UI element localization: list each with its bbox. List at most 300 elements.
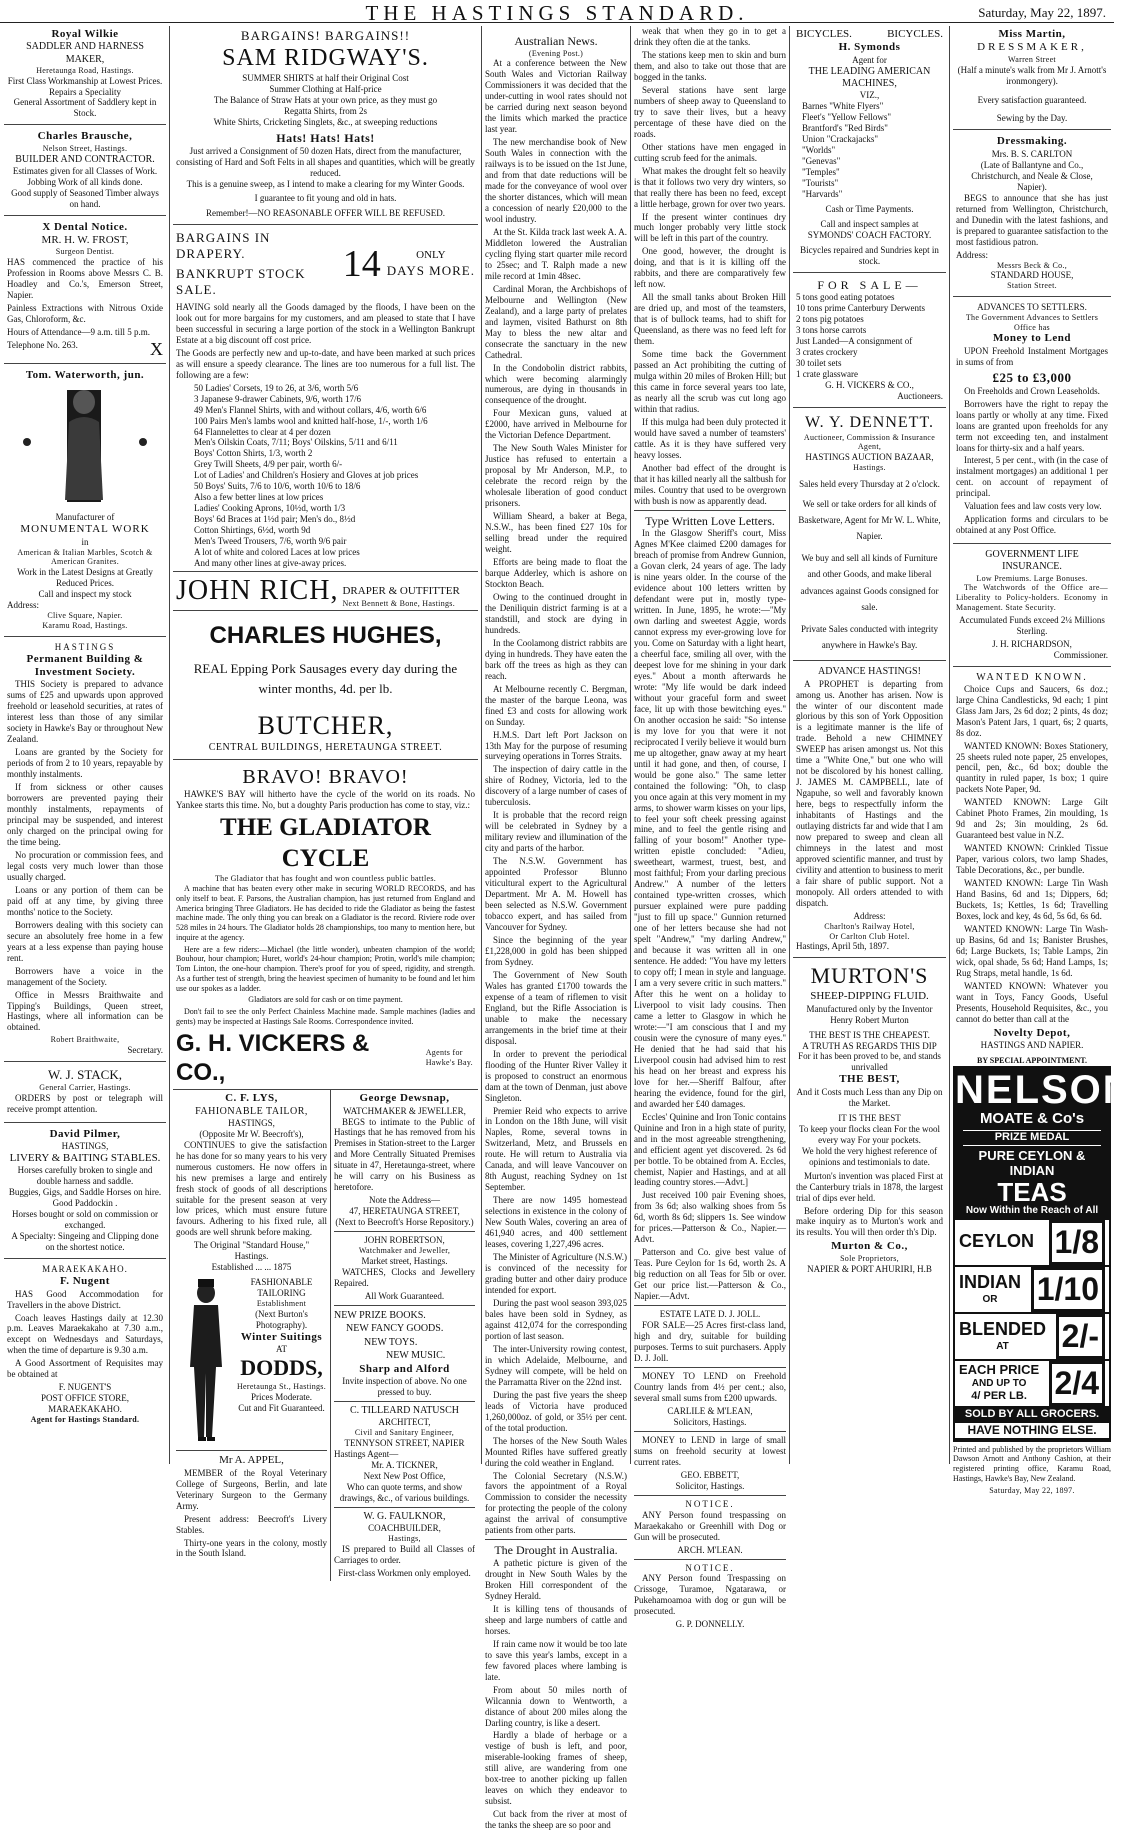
article-paragraph: The Colonial Secretary (N.S.W.) favors the appointment of a Royal Commission to consider the necessity for protecting the people of the colony against the arrival of consumptive patients from other parts.	[485, 1470, 627, 1536]
advert-line: Now Within the Reach of All	[965, 1205, 1099, 1217]
article-paragraph: During the past five years the sheep leads of Victoria have produced 1,260,000oz. of gold, or 35½ per cent. of the total production.	[485, 1389, 627, 1433]
sale-item: 3 crates crockery	[796, 347, 858, 358]
advert-text: Accumulated Funds exceed 2¼ Millions Sterling.	[959, 614, 1105, 636]
advert-heading: WANTED KNOWN.	[976, 671, 1088, 683]
advert-text: We buy and sell all kinds of Furniture and other Goods, and make liberal advances against Goods consigned for sale.	[800, 553, 939, 612]
divider	[953, 129, 1111, 130]
advert-text: THIS Society is prepared to advance sums of £25 and upwards upon approved freehold or leasehold securities, at rates of interest less than those of any similar society in Hawke's Bay or throughout New Zealand.	[7, 679, 163, 745]
days-count: 14	[342, 242, 381, 285]
signature-title: Solicitors, Hastings.	[673, 1416, 747, 1427]
advert-murton	[793, 961, 946, 1276]
advert-text: Hours of Attendance—9 a.m. till 5 p.m.	[7, 327, 150, 337]
machine-item: Brantford's "Red Birds"	[802, 123, 888, 134]
advert-text: Coach leaves Hastings daily at 12.30 p.m. Leaves Maraekakaho at 7.30 a.m., except on Wednesdays and Saturdays, when the time of departure is 9.30 a.m.	[7, 1312, 163, 1356]
advert-line: F. NUGENT'S	[58, 1382, 112, 1393]
place-name: HASTINGS	[54, 641, 116, 652]
advert-title: MURTON'S	[810, 963, 929, 989]
advert-line: Horses bought or sold on commission or exchanged.	[12, 1209, 158, 1231]
advert-title: SHEEP-DIPPING FLUID.	[810, 990, 929, 1003]
divider	[4, 124, 166, 125]
article-paragraph: H.M.S. Dart left Port Jackson on 13th May for the purpose of resuming surveying operations in Torres Straits.	[485, 729, 627, 762]
sale-items-list	[796, 292, 943, 380]
advert-line: Note the Address—	[369, 1195, 440, 1206]
advert-title: FAHIONABLE TAILOR,	[195, 1105, 308, 1117]
advert-line: White Shirts, Cricketing Singlets, &c., at sweeping reductions	[213, 117, 438, 127]
two-column-adverts	[173, 1089, 478, 1581]
article-paragraph: What makes the drought felt so heavily is that it follows two very dry winters, so that really there has been no feed, except a little herbage, grown for over two years.	[634, 165, 786, 209]
divider	[634, 1495, 786, 1496]
advert-title: CHARLES HUGHES,	[209, 622, 442, 650]
advert-title: THE LEADING AMERICAN MACHINES,	[808, 65, 931, 89]
advert-nelson-teas	[953, 1066, 1134, 1442]
sale-item: Just Landed—A consignment of	[796, 336, 913, 347]
advert-title: BUTCHER,	[257, 711, 394, 741]
advert-frost	[4, 219, 166, 360]
monument-illustration	[7, 382, 163, 512]
article-paragraph: Other stations have men engaged in cutting scrub feed for the animals.	[634, 141, 786, 163]
advert-paragraph: WANTED KNOWN: Large Gilt Cabinet Photo Frames, 2in moulding, 1s 9d and 2s; 3in moulding, 2s 6d. Guaranteed best value in N.Z.	[956, 797, 1108, 841]
advert-text: Interest, 5 per cent., with (in the case of instalment mortgages) an additional 1 per cent. on account of repayment of principal.	[956, 455, 1108, 499]
address: Heretaunga Road, Hastings.	[36, 65, 134, 75]
advert-line: AT	[276, 1344, 287, 1355]
advert-title: G. H. VICKERS & CO.,	[176, 1029, 370, 1086]
advert-title: Mrs. B. S. CARLTON	[991, 148, 1073, 159]
divider	[485, 1539, 627, 1540]
article-paragraph: The stations keep men to skin and burn them, and also to take out those that are bogged in the tanks.	[634, 49, 786, 82]
advert-line: (Half a minute's walk from Mr J. Arnott's ironmongery).	[957, 64, 1107, 86]
sale-item: 3 tons horse carrots	[796, 325, 867, 336]
divider	[953, 296, 1111, 297]
advert-line: Every satisfaction guaranteed.	[977, 94, 1087, 105]
advert-line: Civil and Sanitary Engineer,	[354, 1428, 455, 1438]
advert-line: We hold the very highest reference of opinions and testimonials to date.	[801, 1145, 938, 1167]
article-paragraph: Four Mexican guns, valued at £2000, have arrived in Melbourne for the Victorian Defence Department.	[485, 408, 627, 441]
sale-item: 50 Ladies' Corsets, 19 to 26, at 3/6, worth 5/6	[194, 382, 359, 393]
place-name: MARAEKAKAHO.	[42, 1264, 128, 1275]
advert-text: MONEY to LEND in large of small sums on freehold security at lowest current rates.	[634, 1434, 786, 1467]
advert-text: WATCHES, Clocks and Jewellery Repaired.	[334, 1266, 475, 1288]
divider	[793, 660, 946, 661]
advert-heading: ADVANCES TO SETTLERS.	[977, 302, 1087, 312]
sub-column-left	[173, 1090, 331, 1581]
address: Karamu Road, Hastings.	[42, 620, 128, 630]
article-paragraph: The New South Wales Minister for Justice has refused to entertain a proposal by Mr Anderson, M.P., to celebrate the record reign by the wholesale liberation of good conduct prisoners.	[485, 443, 627, 509]
advert-subtitle: The Gladiator that has fought and won countless public battles.	[214, 874, 437, 884]
advert-life-insurance	[953, 547, 1111, 662]
advert-line: NEW MUSIC.	[386, 1350, 446, 1362]
article-paragraph: Several stations have sent large numbers of sheep away to Queensland to try to save their lives, but a heavy percentage of these have died on the roads.	[634, 84, 786, 139]
advert-line: ARCHITECT,	[378, 1417, 431, 1428]
sale-item: 10 tons prime Canterbury Derwents	[796, 303, 925, 314]
article-paragraph: The horses of the New South Wales Mounted Rifles have suffered greatly during the cold weather in England.	[485, 1435, 627, 1468]
advert-text: Sales held every Thursday at 2 o'clock.	[799, 478, 940, 489]
advert-line: Call and inspect samples at	[820, 218, 919, 229]
advert-heading: X Dental Notice.	[42, 220, 128, 233]
advert-paragraph: WANTED KNOWN: Whatever you want in Toys, Fancy Goods, Useful Presents, Household Requisites, &c., you cannot do better than call at the	[956, 980, 1108, 1024]
advert-line: THE BEST IS THE CHEAPEST.	[809, 1029, 930, 1040]
advert-line: NEW FANCY GOODS.	[346, 1323, 444, 1335]
imprint-date: Saturday, May 22, 1897.	[989, 1485, 1075, 1495]
advert-line: IT IS THE BEST	[838, 1112, 901, 1123]
advert-text: HAS commenced the practice of his Profession in Rooms above Messrs C. B. Hoadley and Co.'s, Emerson Street, Napier.	[7, 257, 163, 301]
address: TENNYSON STREET, NAPIER	[344, 1438, 465, 1449]
sale-item: A lot of white and colored Laces at low prices	[194, 547, 360, 558]
advert-waterworth	[4, 367, 166, 633]
advert-line: American & Italian Marbles, Scotch & American Granites.	[17, 547, 153, 567]
advert-text: Private Sales conducted with integrity anywhere in Hawke's Bay.	[801, 624, 938, 651]
price-row-indian	[955, 1267, 1109, 1312]
monument-illustration-icon	[7, 382, 163, 512]
advert-text: We sell or take orders for all kinds of Basketware, Agent for Mr W. L. White, Napier.	[798, 498, 941, 542]
imprint: Printed and published by the proprietors William Dawson Arnott and Anthony Cashion, at their registered printing office, Karamu Road, Hastings, Hawke's Bay, New Zealand.	[953, 1444, 1111, 1483]
advert-paragraph: WANTED KNOWN: Boxes Stationery, 25 sheets ruled note paper, 25 envelopes, pencil, pen, &c., 6d box; double the quantity in ruled paper, 1s box; 1 quire packets Note Paper, 9d.	[956, 740, 1108, 795]
article-paragraph: Some time back the Government passed an Act prohibiting the cutting of mulga within 20 miles of Broken Hill; but this came in force several years too late, as nearly all the scrub was cut long ago within that radius.	[634, 349, 786, 414]
article-paragraph: From about 50 miles north of Wilcannia down to Wentworth, a distance of about 200 miles along the Darling country, is like a desert.	[485, 1684, 627, 1728]
advert-text: ANY Person found Trespassing on Crissoge, Turamoe, Ngatarawa, or Pukehamoamoa with dog or gun will be prosecuted.	[634, 1573, 786, 1617]
advert-line: Watchmaker and Jeweller,	[358, 1246, 451, 1256]
advert-line: Hastings,	[388, 1534, 421, 1543]
advert-line: (Next to Beecroft's Horse Repository.)	[335, 1217, 474, 1228]
advert-title: DODDS,	[240, 1355, 323, 1381]
advert-line: HASTINGS,	[228, 1117, 275, 1128]
advert-line: Summer Clothing at Half-price	[269, 84, 382, 95]
advert-line: Next New Post Office,	[363, 1470, 446, 1481]
advert-line: Prices Moderate.	[251, 1391, 312, 1402]
advert-heading: C. F. LYS,	[225, 1092, 278, 1105]
advert-line: STANDARD HOUSE,	[990, 270, 1074, 281]
advert-text: Valuation fees and law costs very low.	[964, 501, 1102, 512]
advert-heading: THE BEST,	[839, 1073, 900, 1086]
advert-subtitle: WATCHMAKER & JEWELLER,	[343, 1105, 466, 1116]
columns	[0, 26, 1134, 1831]
advert-heading: GOVERNMENT LIFE INSURANCE.	[985, 549, 1079, 573]
advert-heading: Sharp and Alford	[359, 1362, 450, 1375]
advert-text: Here are a few riders:—Michael (the little wonder), unbeaten champion of the world; Bouhour, hour champion; Huret, world's 24-hour champion; Protin, world's mile champion; Tom Linton, the one-hour champion. There's proof for you of speed, rigidity, and strength. As a further test of strength, bring the heaviest specimen of humanity to be found and let him use our spokes as a ladder.	[176, 944, 475, 993]
advert-line: Good Paddockin .	[52, 1198, 118, 1209]
article-paragraph: During the past wool season 393,025 bales have been sold in Sydney, as against 412,074 for the corresponding portion of last season.	[485, 1297, 627, 1341]
advert-line: SOLD BY ALL GROCERS.	[964, 1407, 1100, 1420]
advert-heading: Winter Suitings	[240, 1330, 323, 1343]
advert-title: W. G. FAULKNOR,	[363, 1510, 446, 1522]
article-paragraph: At the St. Kilda track last week A. A. Middleton lowered the Australian cycling flying start quarter mile record to 25sec; and T. Ralph made a new mile record at 1min 48sec.	[485, 226, 627, 281]
advert-heading: FOR SALE—	[817, 277, 922, 292]
signature-title: Auctioneers.	[897, 391, 943, 402]
advert-heading: BARGAINS! BARGAINS!!	[240, 28, 411, 43]
machine-item: "Tourists"	[802, 177, 839, 188]
sale-item: Cotton Shirtings, 6½d, worth 9d	[194, 525, 311, 536]
advert-subtitle: Surgeon Dentist.	[55, 247, 115, 257]
advert-line: POST OFFICE STORE, MARAEKAKAHO.	[41, 1393, 129, 1415]
advert-text: Borrowers have the right to repay the loans partly or wholly at any time. Fixed loans are granted upon freeholds for any term not exceeding ten, and instalment loans for thirty-six and a half years.	[956, 398, 1108, 453]
notice-heading: NOTICE.	[685, 1562, 735, 1573]
advert-line: For it has been proved to be, and stands unrivalled	[798, 1051, 941, 1073]
telephone: Telephone No. 263.	[7, 339, 78, 350]
advert-heading: ADVANCE HASTINGS!	[818, 666, 921, 678]
article-paragraph: The inspection of dairy cattle in the shire of Rodney, Victoria, led to the discovery of a large number of cases of tuberculosis.	[485, 764, 627, 808]
advert-text: The Goods are perfectly new and up-to-date, and have been marked at such prices as will ensure a speedy clearance. The lines are too numerous for a full list. The following are a few:	[176, 347, 475, 380]
article-paragraph: It is killing tens of thousands of sheep and large numbers of cattle and horses.	[485, 1603, 627, 1636]
sale-item: Ladies' Cooking Aprons, 10½d, worth 1/3	[194, 503, 346, 514]
advert-title: DRESSMAKER,	[977, 41, 1087, 54]
price: 2/-	[1056, 1314, 1105, 1359]
advert-title: Mr A. APPEL,	[219, 1454, 284, 1467]
price: 1/8	[1049, 1220, 1105, 1265]
divider	[953, 666, 1111, 667]
advert-subtitle: HASTINGS,	[61, 1141, 109, 1152]
advert-dennett	[793, 411, 946, 657]
advert-line: Just arrived a Consignment of 50 dozen Hats, direct from the manufacturer, consisting of Hard and Soft Felts in all shapes and quantities, which will be greatly reduced.	[176, 145, 475, 178]
advert-line: HAVE NOTHING ELSE.	[955, 1423, 1109, 1438]
divider	[334, 1305, 475, 1306]
advert-line: Who can quote terms, and show drawings, &c., of various buildings.	[339, 1481, 470, 1503]
advert-heading: Permanent Building & Investment Society.	[26, 652, 144, 678]
loan-amount: £25 to £3,000	[992, 369, 1072, 385]
article-body	[634, 528, 786, 1109]
article-body	[634, 26, 786, 507]
machine-item: Union "Crackajacks"	[802, 134, 879, 145]
advert-building-society	[4, 640, 166, 1059]
divider	[334, 1231, 475, 1232]
advert-title: MONUMENTAL WORK	[20, 523, 150, 536]
advert-line: Hastings.	[853, 462, 886, 472]
advert-line: Address:	[7, 600, 39, 611]
advert-heading: Money to Lend	[993, 332, 1071, 345]
article-paragraph: Hardly a blade of herbage or a vestige of bush is left, and poor, miserable-looking frames of sheep, still alive, are wandering from one box-tree to another picking up fallen leaves on which they endeavor to subsist.	[485, 1730, 627, 1807]
advert-text: A PROPHET is departing from among us. Another has arisen. Now is the winter of our discontent made glorious by this son of York Opposition is a legitimate manner is the life of trade. Behold a new CHIMNEY SWEEP has arisen amongst us. Not this time a "White One," but one who will not be discolored by his honest calling. J. JAMES M. CAMPBELL, late of Ngapuhe, so well and favorably known here, begs to respectfully inform the inhabitants of Hastings and the outlaying districts far and wide that I am now prepared to sweep and clean all chimneys in the latest and most approved scientific manner, and trust by civility and attention to business to merit a fair share of public support. Not a monopoly. All orders attended to with dispatch.	[796, 678, 943, 908]
advert-line: General Assortment of Saddlery kept in Stock.	[13, 97, 157, 119]
advert-line: The Balance of Straw Hats at your own price, as they must go	[213, 95, 438, 106]
article-paragraph: Cut back from the river at most of the tanks the sheep are so poor and	[485, 1809, 627, 1831]
article-paragraph: If rain came now it would be too late to save this year's lambs, except in a few favored places where lambing is late.	[485, 1638, 627, 1682]
advert-line: Work in the Latest Designs at Greatly Reduced Prices.	[17, 567, 153, 589]
signature-title: Solicitor, Hastings.	[675, 1480, 745, 1491]
signature: ARCH. M'LEAN.	[677, 1544, 743, 1555]
advert-text: HAWKE'S BAY will hitherto have the cycle of the world on its roads. No Yankee starts this time. No, but a doughty Paris production has come to stay, viz.:	[176, 789, 475, 811]
advert-line: (Opposite Mr W. Beecroft's),	[199, 1128, 304, 1139]
address: NAPIER & PORT AHURIRI, H.B	[807, 1263, 932, 1274]
advert-line: COACHBUILDER,	[368, 1523, 441, 1534]
advert-line: Agent for	[852, 54, 887, 65]
article-paragraph: The new merchandise book of New South Wales in connection with the railways is to be issued on the 1st June, and from that date reductions will be made for the conveyance of wool over the shorter distances, which will mean a concession of nearly £20,000 to the wool industry.	[485, 137, 627, 224]
address: Next Bennett & Bone, Hastings.	[342, 598, 456, 608]
sub-column-right	[331, 1090, 478, 1581]
advert-heading: BRAVO! BRAVO!	[242, 766, 409, 789]
advert-line: Cash or Time Payments.	[825, 203, 914, 214]
advert-line: The Government Advances to Settlers Office has	[965, 312, 1099, 332]
advert-heading: Hats! Hats! Hats!	[276, 130, 375, 145]
advert-pilmer	[4, 1126, 166, 1256]
divider	[176, 1450, 327, 1451]
advert-line: First-class Workmen only employed.	[338, 1567, 471, 1578]
advert-heading: ESTATE LATE D. J. JOLL.	[659, 1309, 761, 1320]
advert-john-rich	[173, 571, 478, 611]
advert-heading: F. Nugent	[60, 1275, 110, 1288]
column-2	[173, 26, 478, 1578]
advert-text: Office in Messrs Braithwaite and Tipping's Buildings, Queen street, Hastings, where all information can be obtained.	[7, 989, 163, 1033]
sale-item: 64 Flannelettes to clear at 4 per dozen	[194, 426, 331, 437]
advert-title: THE GLADIATOR CYCLE	[220, 814, 431, 872]
article-paragraph: Efforts are being made to float the barque Adderley, which is ashore on Stockton Beach.	[485, 557, 627, 589]
article-paragraph: The N.S.W. Government has appointed Professor Blunno viticultural expert to the Agricultural Department. Mr A. M. Howell has been selected as N.S.W. Government tobacco expert, and has sailed from Vancouver for Sydney.	[485, 856, 627, 932]
article-paragraph: It is probable that the record reign will be celebrated in Sydney by a military review and illumination of the city and parts of the harbor.	[485, 810, 627, 854]
machine-item: "Genevas"	[802, 155, 841, 166]
article-paragraph: A pathetic picture is given of the drought in New South Wales by the Broken Hill correspondent of the Sydney Herald.	[485, 1557, 627, 1601]
sale-item: Boys' 6d Braces at 1½d pair; Men's do., 8½d	[194, 514, 356, 525]
advert-text: Loans or any portion of them can be paid off at any time, by giving three months' notice to the Society.	[7, 884, 163, 917]
advert-paragraph: Choice Cups and Saucers, 6s doz.; large China Candlesticks, 9d each; 1 pint Glass Jam Jars, 2s 6d doz; 2 pints, 4s doz; Mason's Patent Jars, 1 quart, 6s; 2 quarts, 8s doz.	[956, 683, 1108, 738]
advert-line: Hastings, April 5th, 1897.	[796, 941, 890, 952]
advert-wilkie	[4, 26, 166, 121]
price: 2/4	[1049, 1361, 1105, 1406]
sale-item: 2 tons pig potatoes	[796, 314, 864, 325]
advert-line: Horses carefully broken to single and double harness and saddle.	[17, 1165, 153, 1187]
address: Heretaunga St., Hastings.	[236, 1382, 327, 1392]
advert-heading: Dressmaking.	[996, 135, 1068, 148]
price-label: OR	[982, 1293, 998, 1305]
advert-title: FASHIONABLE TAILORING	[250, 1277, 313, 1299]
advert-line: (Next Burton's Photography).	[255, 1308, 308, 1330]
advert-line: VIZ.,	[859, 90, 880, 101]
signature: GEO. EBBETT,	[680, 1469, 740, 1480]
sale-item: 5 tons good eating potatoes	[796, 292, 895, 303]
advert-line: Or Carlton Club Hotel.	[829, 931, 910, 941]
advert-line: 47, HERETAUNGA STREET,	[349, 1206, 460, 1217]
article-paragraph: At Melbourne recently C. Bergman, the master of the barque Leona, was fined £3 and costs for allowing work on Sunday.	[485, 683, 627, 727]
divider	[334, 1507, 475, 1508]
advert-title: BANKRUPT STOCK SALE.	[176, 266, 306, 297]
article-paragraph: In order to prevent the periodical flooding of the Hunter River Valley it is proposed to construct an enormous dam at the town of Denman, just above Singleton.	[485, 1048, 627, 1103]
issue-date: Saturday, May 22, 1897.	[978, 5, 1106, 20]
advert-title: BICYCLES.	[887, 28, 943, 40]
sale-item: Men's Oilskin Coats, 7/11; Boys' Oilskins, 5/11 and 6/11	[194, 437, 398, 448]
article-paragraph: The Minister of Agriculture (N.S.W.) is convinced of the necessity for grading butter and other dairy produce intended for export.	[485, 1252, 627, 1295]
advert-text: Application forms and circulars to be obtained at any Post Office.	[956, 514, 1108, 536]
notice-heading: NOTICE.	[685, 1498, 735, 1509]
price: 1/10	[1031, 1267, 1105, 1312]
advert-text: BEGS to announce that she has just returned from Wellington, Christchurch, and Dunedin with the latest fashions, and is prepared to guarantee satisfaction to the most fastidious patron.	[956, 192, 1108, 247]
advert-line: Address:	[956, 249, 988, 260]
sale-item: 1 crate glassware	[796, 369, 858, 380]
article-source: (Evening Post.)	[528, 48, 584, 58]
advert-gladiator	[173, 763, 478, 1089]
advert-heading: Royal Wilkie	[51, 28, 119, 40]
tea-type: PURE CEYLON & INDIAN	[978, 1147, 1086, 1179]
advert-nugent	[4, 1262, 166, 1427]
divider	[793, 957, 946, 958]
signature: Robert Braithwaite,	[50, 1035, 120, 1045]
advert-symonds	[793, 26, 946, 269]
advert-line: Messrs Beck & Co.,	[996, 260, 1068, 270]
advert-line: A TRUTH AS REGARDS THIS DIP	[802, 1040, 937, 1051]
divider	[334, 1401, 475, 1402]
address: Nelson Street, Hastings.	[42, 143, 128, 153]
advert-line: Low Premiums. Large Bonuses.	[976, 573, 1088, 583]
advert-text: Painless Extractions with Nitrous Oxide Gas, Chloroform, &c.	[7, 303, 163, 325]
article-paragraph: At a conference between the New South Wales and Victorian Railway Commissioners it was decided that the under-cutting in wool rates should not be carried during next season beyond the limits which marked the practice last year.	[485, 58, 627, 135]
advert-line: I guarantee to fit young and old in hats.	[254, 193, 397, 204]
new-goods-list	[334, 1309, 475, 1363]
article-paragraph: In the Glasgow Sheriff's court, Miss Agnes M'Kee claimed £200 damages for breach of promise from Andrew Gunnion, a Govan clerk, 24 years of age. The lady is nine years older. In the course of the evidence about 100 letters written by defendant were put in, mostly type-written. In June, 1895, he wrote:—"My own darling and sweetest Aggie, words cannot express my ever-growing love for you. Come on Saturday with a light heart, a cheerful face, smiling all over, with the deepest love for me shining in your dark eyes." About a month afterwards he wrote: "My life would be dark indeed without your graceful form and sweet face, lit up with those bewitching eyes." On another occasion he said: "So intense is my love for you that were it not reciprocated I verily believe it would burn me up altogether, gnaw away at my heart until it had gone, and then, of course, I would be gone also." The same letter contained the following: "Oh, to clasp you once again at this very moment in my arms, to shower warm kisses on your lips, to feel your soft cheek pressing against mine, and to feel the gentle rising and falling of your bosom!" Another type-written epistle concluded: "Adieu, sweetheart, warmest, truest, best, and most faithful; From your darling precious Andrew." A number of the letters contained type-written crosses, which pursuer explained were pure padding "just to fill up space." Gunnion returned one of her letters because she had not spelt "Andrew," "my darling Andrew," and because it was written all in one sentence. He added: "You have my letters to copy off; I mean in style and language. I am a very severe critic in such matters." After this he went on a holiday to Liverpool to visit lady cousins. Then came a letter to Glasgow in which he wrote:—"I am conscious that I and my cousin were the cynosure of many eyes." He denied that he had said that his Liverpool cousin had advised him to rest his head on her breast and express his love for her.—Sheriff Balfour, after hearing the evidence, found for the girl, and awarded her £40 damages.	[634, 528, 786, 1109]
advert-line: Mr. A. TICKNER,	[371, 1459, 438, 1470]
advert-title: W. Y. DENNETT.	[804, 414, 935, 431]
advert-paragraph: WANTED KNOWN: Large Tin Wash Hand Basins, 6d and 1s; Dippers, 6d; Buckets, 1s; Kettles, 1s 6d; Travelling Boxes, lock and key, 4s 6d, 5s 6d, 6s 6d.	[956, 878, 1108, 922]
advert-line: SUMMER SHIRTS at half their Original Cost	[242, 73, 409, 84]
advert-text: Don't fail to see the only Perfect Chainless Machine made. Sample machines (ladies and gents) may be inspected at Hastings Sale Rooms. Correspondence invited.	[176, 1007, 475, 1026]
article-paragraph: weak that when they go in to get a drink they often die at the tanks.	[634, 26, 786, 47]
advert-line: Agent for Hastings Standard.	[30, 1415, 140, 1425]
advert-line: NEW TOYS.	[364, 1336, 418, 1348]
advert-line: To keep your flocks clean For the wool every way For your pockets.	[798, 1123, 941, 1145]
brand-name: NELSON	[955, 1067, 1134, 1112]
advert-line: Established ... ... 1875	[211, 1262, 292, 1273]
price-row-upto	[955, 1361, 1109, 1406]
advert-line: Sewing by the Day.	[996, 113, 1068, 124]
price-row-ceylon	[955, 1220, 1109, 1265]
article-paragraph: In the Condobolin district rabbits, which were becoming alarmingly numerous, are dying in thousands in consequence of the drought.	[485, 362, 627, 406]
signature: G. H. VICKERS & CO.,	[825, 380, 914, 391]
advert-heading: Miss Martin,	[998, 28, 1066, 40]
advert-line: (Late of Ballantyne and Co., Christchurch, and Neale & Close, Napier).	[971, 159, 1093, 192]
signature: J. H. RICHARDSON,	[992, 638, 1072, 649]
divider	[173, 224, 478, 225]
advert-title: BARGAINS IN DRAPERY.	[176, 230, 271, 262]
address: CENTRAL BUILDINGS, HERETAUNGA STREET.	[208, 741, 443, 753]
article-paragraph: William Sheard, a baker at Bega, N.S.W., has been fined £27 10s for selling bread under the required weight.	[485, 511, 627, 555]
advert-heading: Charles Brausche,	[37, 130, 133, 143]
advert-line: And it Costs much Less than any Dip on the Market.	[796, 1086, 943, 1108]
address: Clive Square, Napier.	[47, 611, 123, 621]
article-body	[485, 58, 627, 1536]
advert-text: Just received 100 pair Evening shoes, from 3s 6d; also walking shoes from 5s 6d, worth 8s 6d; slippers 1s. See window for prices.—Patterson & Co., Napier.—Advt.	[634, 1190, 786, 1245]
advert-line: Address:	[853, 910, 886, 921]
article-headline: The Drought in Australia.	[494, 1543, 618, 1558]
price-row-blended	[955, 1314, 1109, 1359]
advert-chimney-sweep	[793, 664, 946, 954]
advert-text: A Good Assortment of Requisites may be obtained at	[7, 1358, 163, 1380]
price-label: AND UP TO	[971, 1378, 1027, 1390]
divider	[4, 215, 166, 216]
masthead	[0, 0, 1114, 23]
advert-line: Market street, Hastings.	[361, 1255, 448, 1266]
advert-text: IS prepared to Build all Classes of Carriages to order.	[334, 1543, 475, 1565]
sale-item: 30 toilet sets	[796, 358, 842, 369]
royal-appointment: BY SPECIAL APPOINTMENT.	[976, 1056, 1087, 1066]
advert-text: CONTINUES to give the satisfaction he has done for so many years to his very numerous customers. He now offers in his new premises a large and entirely fresh stock of goods of all descriptions suitable for the present season at very low prices, which must ensure future favours. Adhering to his fixed rule, all goods are well shrunk before making.	[176, 1139, 327, 1238]
gentleman-figure-icon	[176, 1277, 236, 1447]
brand-sub: MOATE & Co's	[979, 1109, 1085, 1127]
column-6	[953, 26, 1134, 1495]
advert-carlton	[953, 133, 1111, 293]
column-1	[4, 26, 166, 1466]
advert-line: ONLY	[416, 249, 446, 262]
divider	[953, 543, 1111, 544]
advert-text: ANY Person found trespassing on Maraekakaho or Greenhill with Dog or Gun will be prosecuted.	[634, 1509, 786, 1542]
advert-title: C. TILLEARD NATUSCH	[350, 1405, 459, 1417]
sale-item: Lot of Ladies' and Children's Hosiery and Gloves at job prices	[194, 470, 419, 481]
advert-text: ORDERS by post or telegraph will receive prompt attention.	[7, 1092, 163, 1114]
advert-heading: Murton & Co.,	[831, 1240, 908, 1253]
machine-item: Fleet's "Yellow Fellows"	[802, 112, 892, 123]
advert-title: JOHN ROBERTSON,	[364, 1235, 445, 1246]
advert-line: HASTINGS AUCTION BAZAAR,	[805, 452, 934, 463]
machine-item: "Temples"	[802, 166, 840, 177]
machine-item: "Worlds"	[802, 145, 836, 155]
mark: X	[150, 338, 163, 359]
sale-item: 49 Men's Flannel Shirts, with and without collars, 4/6, worth 6/6	[194, 404, 427, 415]
advert-line: in	[81, 536, 89, 547]
divider	[634, 1559, 786, 1560]
advert-line: Regatta Shirts, from 2s	[284, 106, 367, 117]
